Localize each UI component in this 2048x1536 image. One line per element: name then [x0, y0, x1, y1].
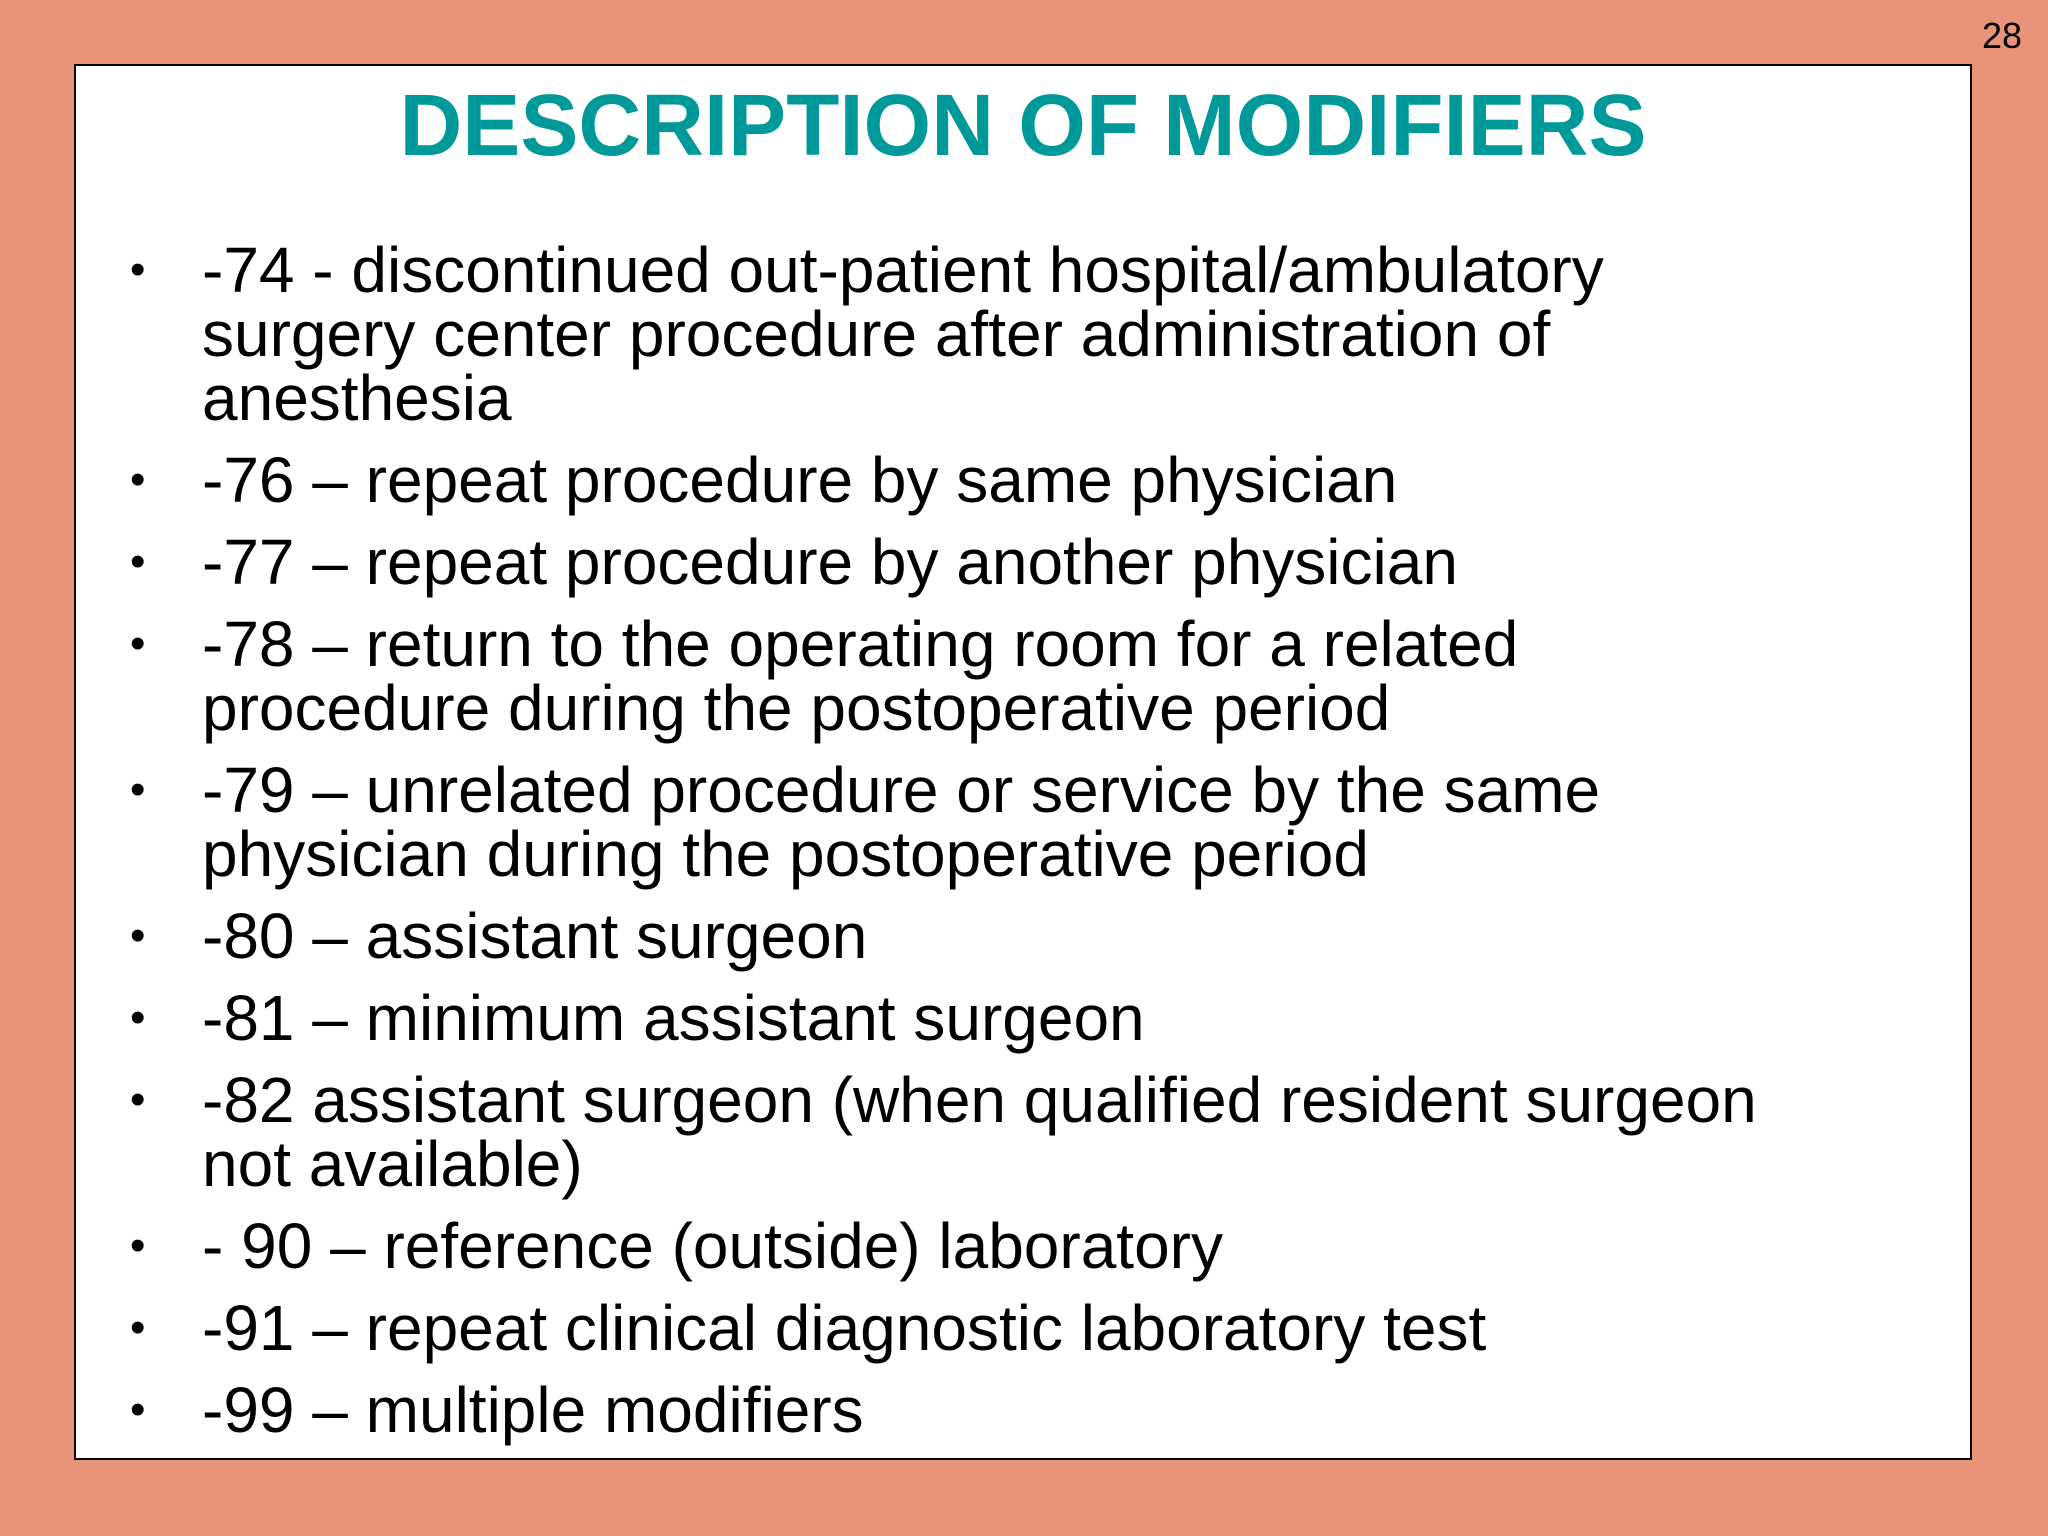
list-item-text: -76 – repeat procedure by same physician: [202, 444, 1398, 516]
list-item-text: -78 – return to the operating room for a related procedure during the postoperative period: [202, 608, 1519, 744]
list-item-text: -77 – repeat procedure by another physician: [202, 526, 1458, 598]
bullet-icon: •: [130, 1221, 146, 1270]
list-item: [130, 900, 1950, 972]
list-item: [130, 526, 1950, 598]
bullet-icon: •: [130, 455, 146, 504]
list-item-text: -91 – repeat clinical diagnostic laboratory test: [202, 1292, 1487, 1364]
list-item-text: -81 – minimum assistant surgeon: [202, 982, 1145, 1054]
bullet-icon: •: [130, 1385, 146, 1434]
list-item: [130, 982, 1950, 1054]
content-panel: [74, 64, 1972, 1460]
list-item: [130, 1292, 1950, 1364]
list-item-text: -82 assistant surgeon (when qualified resident surgeon not available): [202, 1064, 1757, 1200]
bullet-icon: •: [130, 619, 146, 668]
list-item-text: -99 – multiple modifiers: [202, 1374, 864, 1446]
bullet-icon: •: [130, 1303, 146, 1352]
modifier-list: [130, 234, 1950, 1460]
list-item-text: -80 – assistant surgeon: [202, 900, 868, 972]
bullet-icon: •: [130, 245, 146, 294]
bullet-icon: •: [130, 1075, 146, 1124]
list-item: [130, 1374, 1950, 1446]
bullet-icon: •: [130, 911, 146, 960]
bullet-icon: •: [130, 765, 146, 814]
list-item: [130, 444, 1950, 516]
slide-title: DESCRIPTION OF MODIFIERS: [399, 77, 1647, 174]
list-item: [130, 754, 1950, 890]
list-item: [130, 1064, 1950, 1200]
list-item: [130, 608, 1950, 744]
bullet-icon: •: [130, 993, 146, 1042]
list-item: [130, 234, 1950, 434]
list-item-text: -74 - discontinued out-patient hospital/ambulatory surgery center procedure after administration of anesthesia: [202, 234, 1604, 434]
bullet-icon: •: [130, 537, 146, 586]
page-number: 28: [1981, 15, 2022, 56]
list-item: [130, 1210, 1950, 1282]
list-item-text: - 90 – reference (outside) laboratory: [202, 1210, 1223, 1282]
list-item-text: -79 – unrelated procedure or service by the same physician during the postoperative period: [202, 754, 1601, 890]
